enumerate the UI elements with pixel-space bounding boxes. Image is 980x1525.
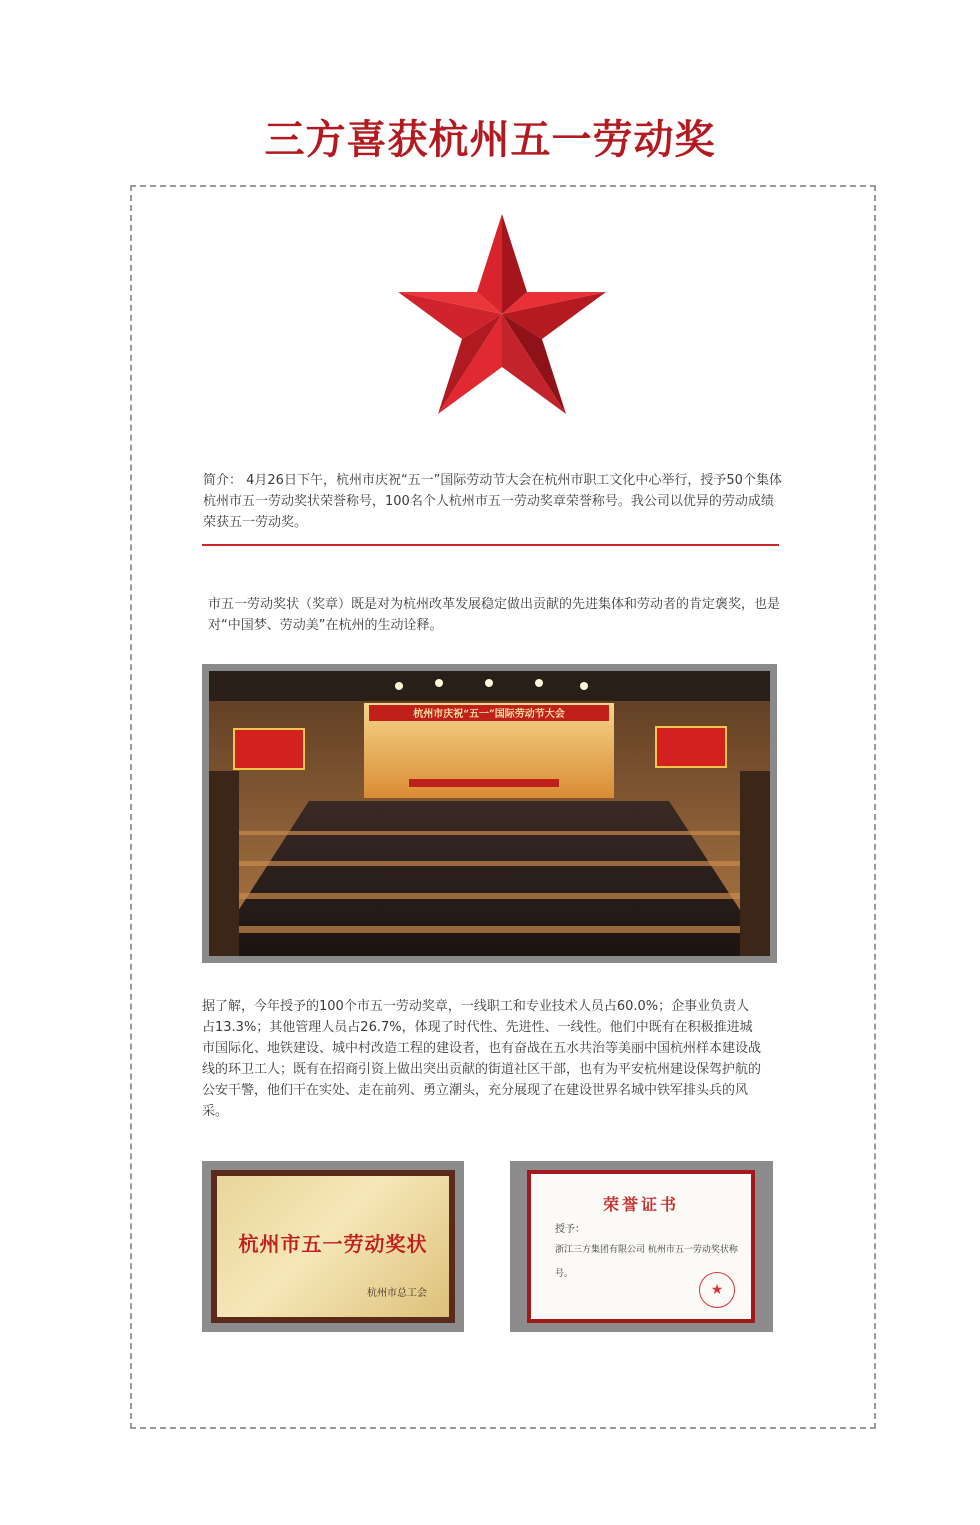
divider bbox=[202, 544, 779, 546]
conference-hall-image bbox=[209, 671, 770, 956]
paragraph-2: 据了解，今年授予的100个市五一劳动奖章，一线职工和专业技术人员占60.0%；企事业负责人占13.3%；其他管理人员占26.7%，体现了时代性、先进性、一线性。他们中既有在积极推进城市国际化、地铁建设、城中村改造工程的建设者，也有奋战在五水共治等美丽中国杭州样本建设战线的环卫工人；既有在招商引资上做出突出贡献的街道社区干部，也有为平安杭州建设保驾护航的公安干警，他们干在实处、走在前列、勇立潮头，充分展现了在建设世界名城中铁军排头兵的风采。 bbox=[202, 999, 762, 1119]
paragraph-1: 市五一劳动奖状（奖章）既是对为杭州改革发展稳定做出贡献的先进集体和劳动者的肯定褒奖，也是对“中国梦、劳动美”在杭州的生动诠释。 bbox=[208, 597, 781, 633]
plaque-title: 杭州市五一劳动奖状 bbox=[238, 1232, 428, 1256]
certificate-body: 浙江三方集团有限公司 杭州市五一劳动奖状称号。 bbox=[555, 1245, 738, 1279]
conference-photo bbox=[202, 664, 777, 963]
page-title: 三方喜获杭州五一劳动奖 bbox=[264, 117, 716, 163]
stage-banner: 杭州市庆祝“五一”国际劳动节大会 bbox=[413, 709, 565, 720]
honor-certificate-image bbox=[510, 1161, 773, 1332]
red-star-icon bbox=[396, 212, 608, 416]
intro-text: 简介： 4月26日下午，杭州市庆祝“五一”国际劳动节大会在杭州市职工文化中心举行，授予50个集体杭州市五一劳动奖状荣誉称号，100名个人杭州市五一劳动奖章荣誉称号。我公司以优异的劳动成绩荣获五一劳动奖。 bbox=[203, 473, 782, 530]
certificate-award-to: 授予： bbox=[555, 1224, 585, 1235]
award-plaque-image bbox=[202, 1161, 464, 1332]
plaque-issuer: 杭州市总工会 bbox=[367, 1288, 427, 1299]
certificate-title: 荣誉证书 bbox=[602, 1195, 679, 1214]
seal-icon: ★ bbox=[699, 1272, 735, 1308]
